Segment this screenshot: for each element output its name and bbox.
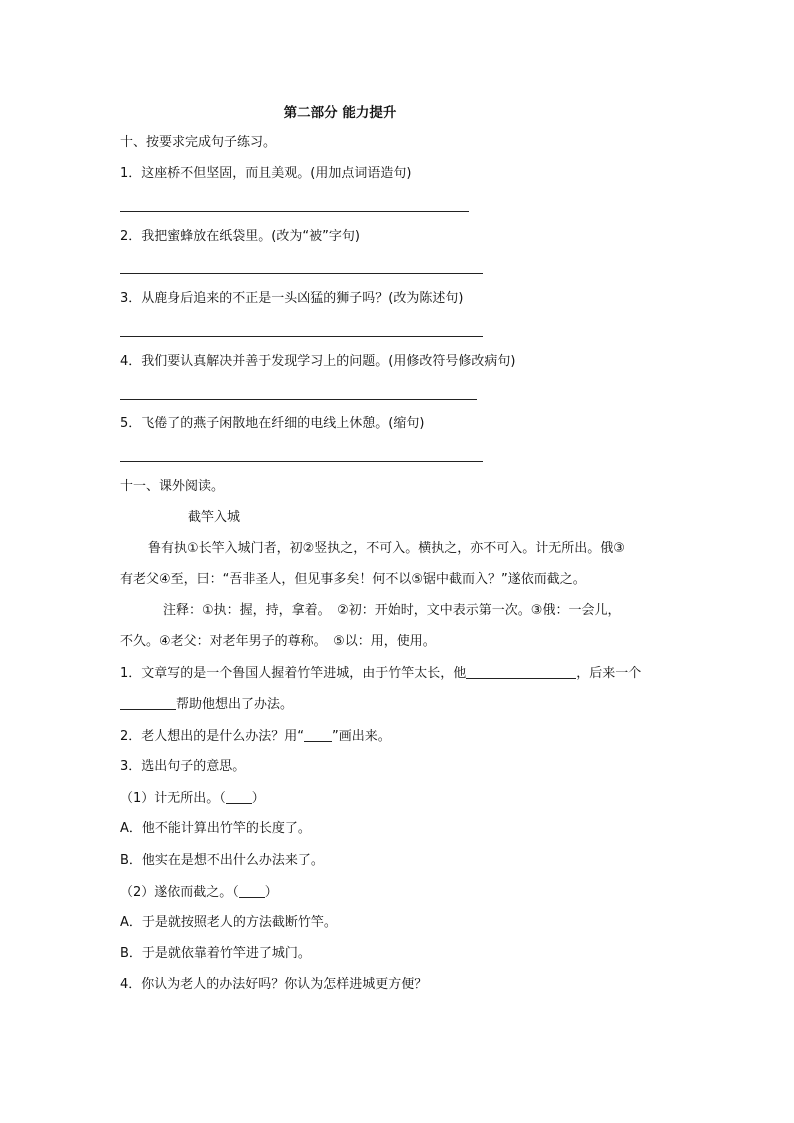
notes-line-2: 不久。④老父：对老年男子的尊称。 ⑤以：用，使用。 — [120, 634, 436, 649]
question-3-2-option-a: A．于是就按照老人的方法截断竹竿。 — [120, 915, 337, 930]
section-10-heading: 十、按要求完成句子练习。 — [120, 135, 277, 150]
question-2-text-b: ”画出来。 — [332, 729, 391, 744]
question-3-1-option-b: B．他实在是想不出什么办法来了。 — [120, 853, 324, 868]
section-11-heading: 十一、课外阅读。 — [120, 479, 225, 494]
passage-title: 截竿入城 — [188, 510, 241, 525]
question-1-text-c: 帮助他想出了办法。 — [176, 697, 294, 712]
question-3-1-answer-blank[interactable] — [226, 789, 252, 804]
question-4: 4．你认为老人的办法好吗？你认为怎样进城更方便？ — [120, 977, 428, 992]
exercise-item-3: 3．从鹿身后追来的不正是一头凶猛的狮子吗？(改为陈述句) — [120, 291, 464, 306]
question-3-2-option-b: B．于是就依靠着竹竿进了城门。 — [120, 946, 311, 961]
answer-line-1[interactable] — [120, 211, 469, 212]
question-1-text-b: ，后来一个 — [576, 666, 642, 681]
question-1-blank-a[interactable] — [466, 664, 576, 679]
question-2 — [120, 727, 391, 746]
passage-line-2: 有老父④至，曰：“吾非圣人，但见事多矣！何不以⑤锯中截而入？”遂依而截之。 — [120, 572, 586, 587]
question-3-2-text: （2）遂依而截之。（ — [120, 885, 239, 900]
answer-line-3[interactable] — [120, 336, 483, 337]
question-3-2 — [120, 883, 278, 902]
notes-line-1: 注释：①执：握，持，拿着。 ②初：开始时，文中表示第一次。③俄：一会儿， — [163, 603, 621, 618]
question-2-text-a: 2．老人想出的是什么办法？用“ — [120, 729, 305, 744]
passage-line-1: 鲁有执①长竿入城门者，初②竖执之，不可入。横执之，亦不可入。计无所出。俄③ — [148, 541, 625, 556]
question-3-2-close: ） — [264, 885, 278, 900]
answer-line-4[interactable] — [120, 399, 477, 400]
question-3-1-text: （1）计无所出。（ — [120, 791, 226, 806]
question-3-2-answer-blank[interactable] — [239, 883, 265, 898]
question-1-continued — [120, 695, 293, 714]
underline-symbol — [304, 727, 332, 742]
question-3: 3．选出句子的意思。 — [120, 759, 246, 774]
question-1 — [120, 664, 641, 683]
question-3-1-close: ） — [251, 791, 265, 806]
exercise-item-1: 1．这座桥不但坚固，而且美观。(用加点词语造句) — [120, 166, 412, 181]
exercise-item-4: 4．我们要认真解决并善于发现学习上的问题。(用修改符号修改病句) — [120, 354, 516, 369]
question-3-1 — [120, 789, 265, 808]
question-1-text-a: 1．文章写的是一个鲁国人握着竹竿进城，由于竹竿太长，他 — [120, 666, 467, 681]
exercise-item-2: 2．我把蜜蜂放在纸袋里。(改为“被”字句) — [120, 229, 360, 244]
page-title: 第二部分 能力提升 — [283, 105, 397, 121]
answer-line-5[interactable] — [120, 461, 483, 462]
question-1-blank-b[interactable] — [120, 695, 176, 710]
question-3-1-option-a: A．他不能计算出竹竿的长度了。 — [120, 821, 311, 836]
exercise-item-5: 5．飞倦了的燕子闲散地在纤细的电线上休憩。(缩句) — [120, 416, 425, 431]
answer-line-2[interactable] — [120, 273, 483, 274]
